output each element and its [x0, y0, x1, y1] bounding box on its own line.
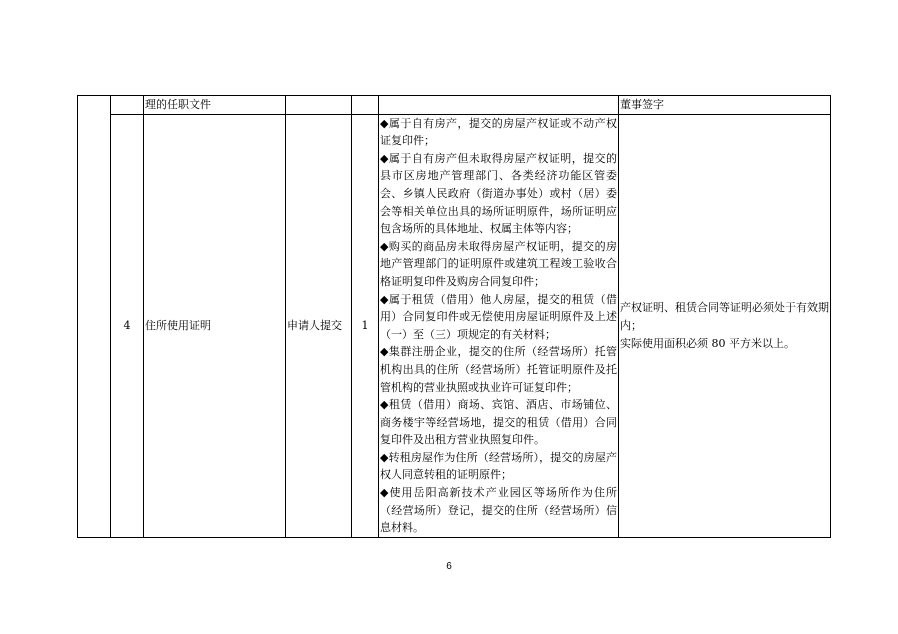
- item-row-residence-proof: [78, 114, 831, 537]
- remark-line: 产权证明、租赁合同等证明必须处于有效期内；: [620, 301, 829, 332]
- source-cell: 申请人提交: [286, 114, 352, 537]
- requirements-list: [380, 115, 617, 537]
- seq-cell: 4: [111, 114, 144, 537]
- remark-line: 实际使用面积必须 80 平方米以上。: [620, 336, 795, 350]
- copies-cell: [352, 96, 379, 115]
- category-cell: [78, 96, 111, 538]
- remark-cell: [619, 114, 831, 537]
- requirements-cell: [379, 114, 619, 537]
- requirement-item: ◆购买的商品房未取得房屋产权证明，提交的房地产管理部门的证明原件或建筑工程竣工验收合格证明复印件及购房合同复印件；: [380, 239, 617, 288]
- requirement-item: ◆转租房屋作为住所（经营场所），提交的房屋产权人同意转租的证明原件；: [380, 450, 617, 482]
- requirement-item: ◆属于自有房产，提交的房屋产权证或不动产权证复印件；: [380, 116, 617, 148]
- material-name-cell: 理的任职文件: [144, 96, 286, 115]
- source-cell: [286, 96, 352, 115]
- requirement-item: ◆属于自有房产但未取得房屋产权证明，提交的县市区房地产管理部门、各类经济功能区管委会、乡镇人民政府（街道办事处）或村（居）委会等相关单位出具的场所证明原件，场所证明应包含场所的具体地址、权属主体等内容；: [380, 151, 617, 236]
- remark-cell: 董事签字: [619, 96, 831, 115]
- requirement-item: ◆属于租赁（借用）他人房屋，提交的租赁（借用）合同复印件或无偿使用房屋证明原件及上述（一）至（三）项规定的有关材料；: [380, 292, 617, 341]
- continuation-row: [78, 96, 831, 115]
- copies-cell: 1: [352, 114, 379, 537]
- materials-table: [77, 95, 831, 538]
- requirement-item: ◆使用岳阳高新技术产业园区等场所作为住所（经营场所）登记，提交的住所（经营场所）信息材料。: [380, 486, 617, 535]
- requirement-item: ◆集群注册企业，提交的住所（经营场所）托管机构出具的住所（经营场所）托管证明原件及托管机构的营业执照或执业许可证复印件；: [380, 345, 617, 394]
- requirement-item: ◆租赁（借用）商场、宾馆、酒店、市场铺位、商务楼宇等经营场地，提交的租赁（借用）合同复印件及出租方营业执照复印件。: [380, 398, 617, 447]
- seq-cell: [111, 96, 144, 115]
- page-number: 6: [446, 561, 452, 572]
- material-name-cell: 住所使用证明: [144, 114, 286, 537]
- requirements-cell: [379, 96, 619, 115]
